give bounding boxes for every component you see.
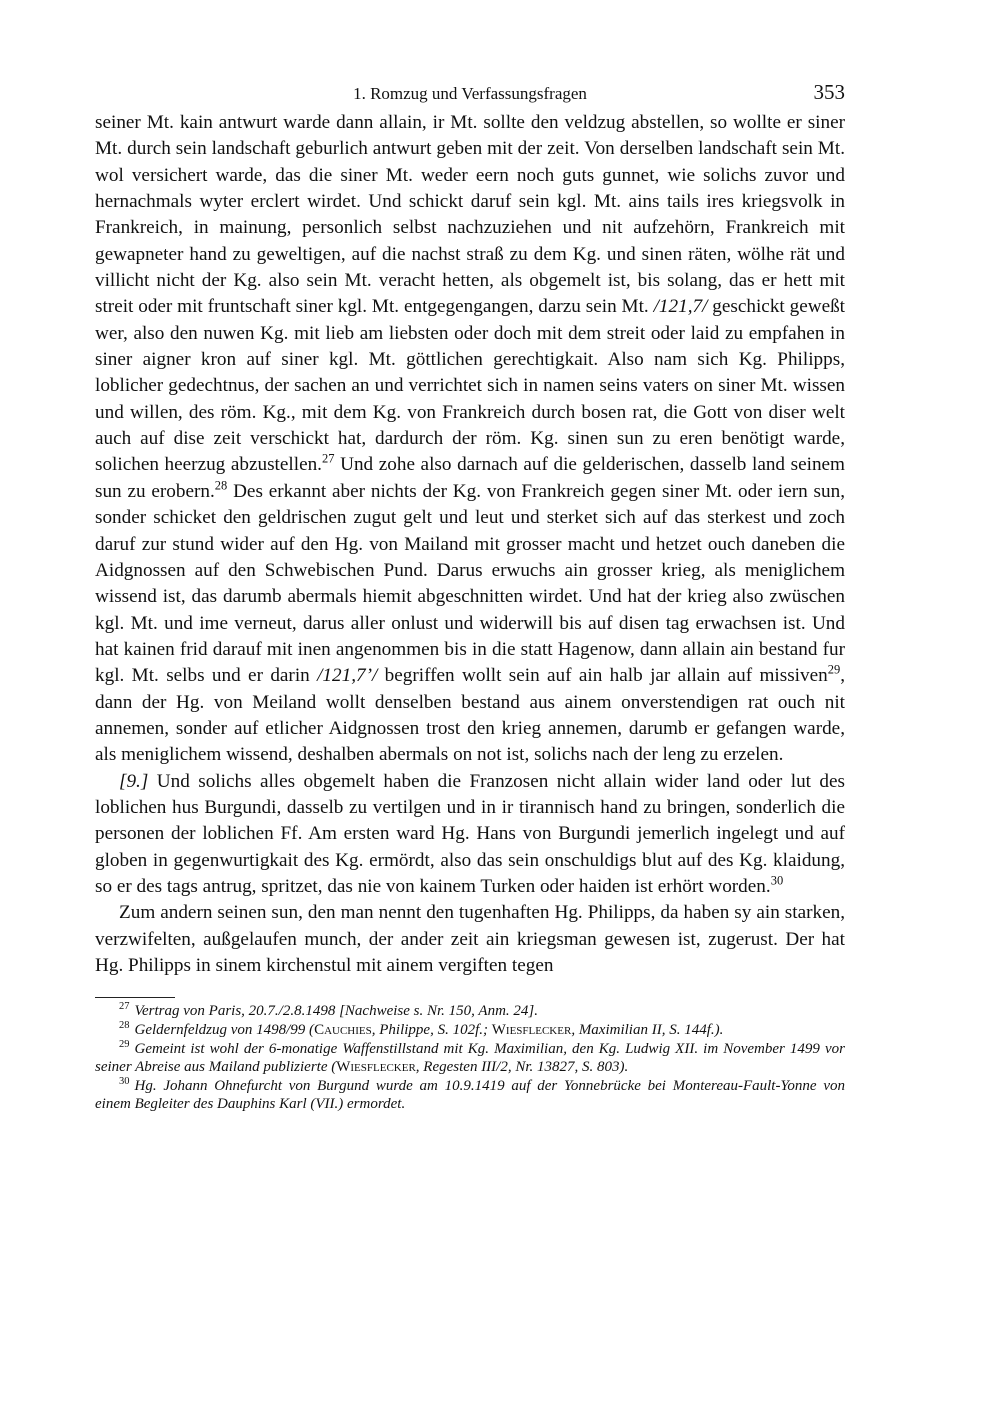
footnote-text: , Maximilian II, S. 144f.). [571,1021,724,1038]
paragraph-2 [95,769,845,901]
page-number: 353 [813,80,845,104]
footnote-number: 27 [119,1001,130,1013]
section-marker: [9.] [119,770,149,792]
footnote-text: Vertrag von Paris, 20.7./2.8.1498 [Nachweise s. Nr. 150, Anm. 24]. [134,1003,538,1020]
footnote-divider [95,997,175,998]
text-run: Und solichs alles obgemelt haben die Franzosen nicht allain wider land oder lut des loblichen hus Burgundi, dasselb zu vertilgen und in ir tirannisch hand zu bringen, sonderlich die personen der loblichen Ff. Am ersten ward Hg. Hans von Burgundi jemerlich ingelegt und auf globen in gegenwurtigkait des Kg. ermördt, also das sein onschuldigs blut auf des Kg. klaidung, so er des tags antrug, spritzet, das nie von kainem Turken oder haiden ist erhört worden. [95,770,845,897]
folio-marker: /121,7/ [653,296,708,318]
author-name: Wiesflecker [491,1021,572,1038]
footnote-ref-27[interactable]: 27 [321,452,335,467]
text-run: Des erkannt aber nichts der Kg. von Frankreich gegen siner Mt. oder iern sun, sonder schicket den geldrischen zugut gelt und leut und sterket sich auf das sterkest und zoch daruf zur stund wider auf den Hg. von Mailand mit grosser macht und hetzet ouch daneben die Aidgnossen auf den Schwebischen Pund. Darus erwuchs ain grosser krieg, als meniglichem wissend ist, das darumb abermals hiemit abgeschnitten wirdet. Und hat der krieg also zwüschen kgl. Mt. und ime verneut, darus aller onlust und widerwill bis auf disen tag erwachsen ist. Und hat kainen frid darauf mit inen angenommen bis in die statt Hagenow, dann allain ain bestand fur kgl. Mt. selbs und er darin [95,480,846,687]
running-head [95,78,845,110]
footnote-text: , Philippe, S. 102f.; [371,1021,492,1038]
footnote-text: Geldernfeldzug von 1498/99 ( [134,1021,315,1038]
footnote-27 [95,1002,845,1021]
paragraph-1 [95,110,845,769]
text-run: Und zohe also darnach auf die gelderischen, dasselb land seinem sun zu erobern. [95,454,845,502]
footnote-number: 29 [119,1038,130,1050]
text-run: , dann der Hg. von Meiland wollt denselben bestand aus ainem onverstendigen rat ouch nit annemen, sonder auf etlicher Aidgnossen trost den krieg annemen, darumb er gefangen warde, als meniglichem wissend, deshalben abermals on not ist, solichs nach der leng zu erzelen. [95,665,845,766]
footnote-29 [95,1040,845,1077]
body-text [95,110,845,979]
footnote-text: , Regesten III/2, Nr. 13827, S. 803). [415,1059,629,1076]
footnote-ref-30[interactable]: 30 [770,873,784,888]
book-page [95,78,845,1114]
footnote-30 [95,1077,845,1114]
footnotes [95,1002,845,1114]
text-run: seiner Mt. kain antwurt warde dann allain, ir Mt. sollte den veldzug abstellen, so wollte er siner Mt. durch sein landschaft geburlich antwurt geben mit der zeit. Von derselben landschaft sein Mt. wol versichert warde, das die siner Mt. weder eern noch guts gunnet, wie solichs zuvor und hernachmals wyter erclert wirdet. Und schickt daruf sein kgl. Mt. ains tails ires kriegsvolk in Frankreich, in mainung, personlich selbst nachzuziehen und nit aufzehörn, Frankreich mit gewapneter hand zu geweltigen, auf die nachst straß zu dem Kg. und sinen räten, wölhe rät und villicht nicht der Kg. also sein Mt. veracht hetten, als obgemelt ist, bis solang, das er hett mit streit oder mit fruntschaft siner kgl. Mt. entgegengangen, darzu sein Mt. [95,112,845,318]
footnote-text: Gemeint ist wohl der 6-monatige Waffenstillstand mit Kg. Maximilian, den Kg. Ludwig XII. im November 1499 vor seiner Abreise aus Mailand publizierte ( [95,1040,845,1076]
author-name: Wiesflecker [336,1059,416,1076]
text-run: begriffen wollt sein auf ain halb jar allain auf missiven [377,665,828,687]
text-run: geschickt geweßt wer, also den nuwen Kg. mit lieb am liebsten oder doch mit dem streit oder laid zu empfahen in siner aigner kron auf siner kgl. Mt. göttlichen gerechtigkait. Also nam sich Kg. Philipps, loblicher gedechtnus, der sachen an und verrichtet sich in namen seins vaters on siner Mt. wissen und willen, des röm. Kg., mit dem Kg. von Frankreich durch bosen rat, die Gott von diser welt auch auf dise zeit verschickt hat, dardurch der röm. Kg. sinen sun zu eren benötigt warde, solichen heerzug abzustellen. [95,296,846,476]
footnote-ref-29[interactable]: 29 [827,662,841,677]
footnote-number: 30 [119,1075,130,1087]
paragraph-3: Zum andern seinen sun, den man nennt den tugenhaften Hg. Philipps, da haben sy ain starken, verzwifelten, außgelaufen munch, der ander zeit ain kriegsman gewesen ist, zugerust. Der hat Hg. Philipps in sinem kirchenstul mit ainem vergiften tegen [95,902,845,976]
author-name: Cauchies [314,1021,372,1038]
running-title: 1. Romzug und Verfassungsfragen [353,84,587,103]
folio-marker: /121,7’/ [317,665,378,687]
footnote-text: Hg. Johann Ohnefurcht von Burgund wurde am 10.9.1419 auf der Yonnebrücke bei Montereau-Fault-Yonne von einem Begleiter des Dauphins Karl (VII.) ermordet. [95,1077,845,1113]
footnote-28 [95,1021,845,1040]
footnote-number: 28 [119,1019,130,1031]
footnote-ref-28[interactable]: 28 [214,478,228,493]
